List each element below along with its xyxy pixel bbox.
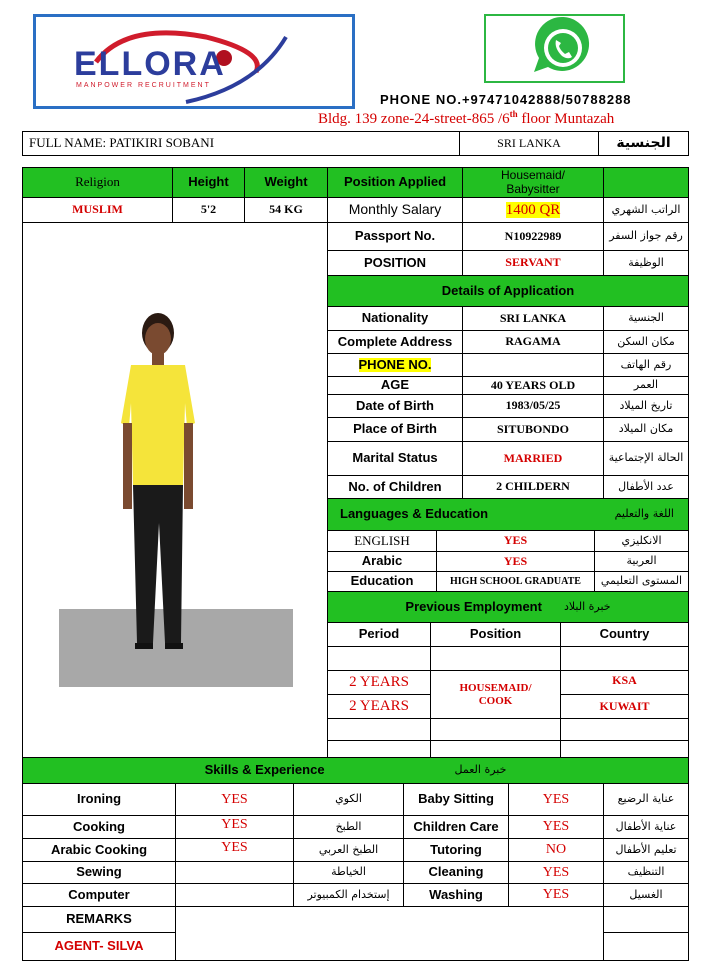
- detail-value: MARRIED: [462, 441, 604, 476]
- country-2: KUWAIT: [560, 694, 689, 719]
- agent-name: AGENT- SILVA: [22, 932, 176, 961]
- detail-label: [327, 353, 463, 377]
- blank-header: [603, 167, 689, 198]
- detail-value: 40 YEARS OLD: [462, 376, 604, 395]
- skill-label: Tutoring: [403, 838, 509, 862]
- position-applied-value: Housemaid/ Babysitter: [462, 167, 604, 198]
- skill-value: YES: [175, 783, 294, 816]
- skill-label: Arabic Cooking: [22, 838, 176, 862]
- height-value: 5'2: [172, 197, 245, 223]
- country-header: Country: [560, 622, 689, 647]
- nationality-value: SRI LANKA: [459, 131, 599, 156]
- detail-ar: الحالة الإجتماعية: [603, 441, 689, 476]
- skill-ar: الغسيل: [603, 883, 689, 907]
- phone-number: PHONE NO.+97471042888/50788288: [380, 92, 632, 107]
- detail-ar: الجنسية: [603, 306, 689, 331]
- emp-blank: [560, 718, 689, 741]
- language-label: Education: [327, 571, 437, 592]
- skill-label: Baby Sitting: [403, 783, 509, 816]
- detail-ar: رقم الهاتف: [603, 353, 689, 377]
- languages-title: Languages & Education: [340, 506, 489, 522]
- whatsapp-logo: [484, 14, 625, 83]
- language-value: YES: [436, 530, 595, 552]
- skill-label: Sewing: [22, 861, 176, 884]
- skill-ar: عناية الأطفال: [603, 815, 689, 839]
- skill-ar: عناية الرضيع: [603, 783, 689, 816]
- skill-value: [175, 861, 294, 884]
- skill-ar: إستخدام الكمبيوتر: [293, 883, 404, 907]
- logo-subtext: MANPOWER RECRUITMENT: [76, 82, 211, 89]
- detail-value: SRI LANKA: [462, 306, 604, 331]
- address-text-end: floor Muntazah: [517, 111, 615, 127]
- religion-value: MUSLIM: [22, 197, 173, 223]
- emp-blank: [327, 718, 431, 741]
- skill-value: YES: [508, 861, 604, 884]
- detail-ar: تاريخ الميلاد: [603, 394, 689, 418]
- weight-value: 54 KG: [244, 197, 328, 223]
- detail-ar: العمر: [603, 376, 689, 395]
- skill-value: [175, 883, 294, 907]
- detail-label: Complete Address: [327, 330, 463, 354]
- skill-value: YES: [175, 815, 294, 839]
- language-value: YES: [436, 551, 595, 572]
- language-ar: المستوى التعليمي: [594, 571, 689, 592]
- company-address: [318, 109, 614, 128]
- detail-label: No. of Children: [327, 475, 463, 499]
- remarks-value: [175, 906, 604, 961]
- position-label: POSITION: [327, 250, 463, 276]
- skill-ar: الطبخ العربي: [293, 838, 404, 862]
- position-value: SERVANT: [462, 250, 604, 276]
- emp-position-value: HOUSEMAID/ COOK: [430, 670, 561, 719]
- skill-label: Washing: [403, 883, 509, 907]
- photo-image: [23, 223, 328, 758]
- detail-value: 1983/05/25: [462, 394, 604, 418]
- passport-ar: رقم جواز السفر: [603, 222, 689, 251]
- detail-value: SITUBONDO: [462, 417, 604, 442]
- emp-position-header: Position: [430, 622, 561, 647]
- employment-header: [327, 591, 689, 623]
- employment-title-ar: خبرة البلاد: [563, 599, 611, 613]
- skill-ar: الكوي: [293, 783, 404, 816]
- detail-label: Date of Birth: [327, 394, 463, 418]
- language-label: Arabic: [327, 551, 437, 572]
- company-logo: [33, 14, 355, 109]
- skill-label: Ironing: [22, 783, 176, 816]
- period-header: Period: [327, 622, 431, 647]
- languages-title-ar: اللغة والتعليم: [614, 507, 674, 521]
- skill-label: Children Care: [403, 815, 509, 839]
- skill-ar: الطبخ: [293, 815, 404, 839]
- skills-title-ar: خبرة العمل: [454, 763, 507, 777]
- candidate-photo: [22, 222, 328, 758]
- position-applied-header: Position Applied: [327, 167, 463, 198]
- passport-label: Passport No.: [327, 222, 463, 251]
- skill-label: Cleaning: [403, 861, 509, 884]
- emp-blank: [430, 740, 561, 758]
- detail-ar: مكان السكن: [603, 330, 689, 354]
- nationality-ar: الجنسية: [598, 131, 689, 156]
- detail-ar: عدد الأطفال: [603, 475, 689, 499]
- address-text: Bldg. 139 zone-24-street-865 /6: [318, 111, 510, 127]
- detail-label: Nationality: [327, 306, 463, 331]
- skills-header: [22, 757, 689, 784]
- emp-blank: [560, 740, 689, 758]
- language-ar: العربية: [594, 551, 689, 572]
- language-value: HIGH SCHOOL GRADUATE: [436, 571, 595, 592]
- salary-cell: [462, 197, 604, 223]
- logo-text: ELLORA: [74, 45, 226, 83]
- language-ar: الانكليزي: [594, 530, 689, 552]
- emp-blank: [430, 646, 561, 671]
- emp-blank: [560, 646, 689, 671]
- height-header: Height: [172, 167, 245, 198]
- detail-label: Place of Birth: [327, 417, 463, 442]
- remarks-blank: [603, 932, 689, 961]
- weight-header: Weight: [244, 167, 328, 198]
- address-sup: th: [509, 109, 518, 119]
- position-ar: الوظيفة: [603, 250, 689, 276]
- period-2: 2 YEARS: [327, 694, 431, 719]
- skill-value: YES: [508, 815, 604, 839]
- skill-value: YES: [508, 883, 604, 907]
- phone-label: PHONE NO.: [358, 356, 432, 372]
- salary-ar: الراتب الشهري: [603, 197, 689, 223]
- details-header: Details of Application: [327, 275, 689, 307]
- detail-value: 2 CHILDERN: [462, 475, 604, 499]
- language-label: ENGLISH: [327, 530, 437, 552]
- detail-label: AGE: [327, 376, 463, 395]
- skill-ar: الخياطة: [293, 861, 404, 884]
- skill-label: Cooking: [22, 815, 176, 839]
- skill-value: NO: [508, 838, 604, 862]
- full-name: FULL NAME: PATIKIRI SOBANI: [22, 131, 460, 156]
- remarks-label: REMARKS: [22, 906, 176, 933]
- emp-blank: [430, 718, 561, 741]
- remarks-blank: [603, 906, 689, 933]
- salary-label: Monthly Salary: [327, 197, 463, 223]
- detail-ar: مكان الميلاد: [603, 417, 689, 442]
- detail-value: [462, 353, 604, 377]
- detail-value: RAGAMA: [462, 330, 604, 354]
- skills-title: Skills & Experience: [204, 762, 325, 778]
- whatsapp-icon: [486, 16, 623, 81]
- passport-value: N10922989: [462, 222, 604, 251]
- skill-ar: التنظيف: [603, 861, 689, 884]
- country-1: KSA: [560, 670, 689, 695]
- detail-label: Marital Status: [327, 441, 463, 476]
- skill-value: YES: [175, 838, 294, 862]
- emp-blank: [327, 646, 431, 671]
- skill-label: Computer: [22, 883, 176, 907]
- religion-header: Religion: [22, 167, 173, 198]
- skill-ar: تعليم الأطفال: [603, 838, 689, 862]
- skill-value: YES: [508, 783, 604, 816]
- languages-header: [327, 498, 689, 531]
- period-1: 2 YEARS: [327, 670, 431, 695]
- salary-value: 1400 QR: [505, 201, 561, 218]
- employment-title: Previous Employment: [405, 598, 542, 614]
- emp-blank: [327, 740, 431, 758]
